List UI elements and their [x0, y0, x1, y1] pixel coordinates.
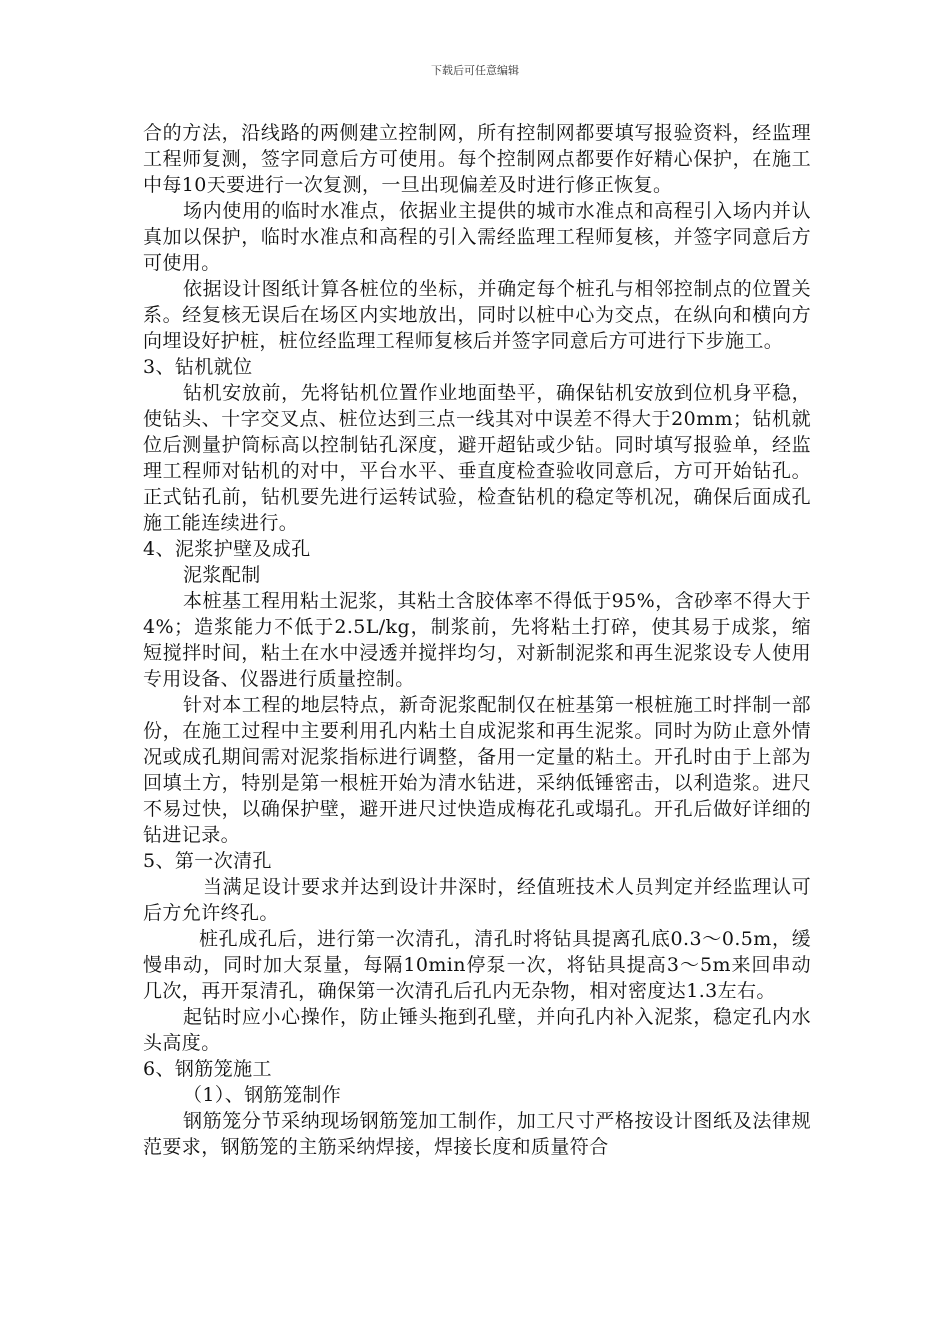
paragraph-hole-cleaning: 桩孔成孔后，进行第一次清孔，清孔时将钻具提离孔底0.3～0.5m，缓慢串动，同时加大泵量，每隔10min停泵一次，将钻具提高3～5m来回串动几次，再开泵清孔，确保第一次清孔后孔内无杂物，相对密度达1.3左右。 [143, 928, 811, 1002]
section-heading-mud-wall: 4、泥浆护壁及成孔 [143, 538, 311, 560]
document-body [143, 120, 811, 1160]
paragraph-strata-features: 针对本工程的地层特点，新奇泥浆配制仅在桩基第一根桩施工时拌制一部份，在施工过程中主要利用孔内粘土自成泥浆和再生泥浆。同时为防止意外情况或成孔期间需对泥浆指标进行调整，备用一定量的粘土。开孔时由于上部为回填土方，特别是第一根桩开始为清水钻进，采纳低锤密击，以利造浆。进尺不易过快，以确保护壁，避开进尺过快造成梅花孔或塌孔。开孔后做好详细的钻进记录。 [143, 694, 811, 846]
page-header: 下载后可任意编辑 [431, 64, 519, 77]
section-heading-first-cleaning: 5、第一次清孔 [143, 850, 272, 872]
subheading-mud-preparation: 泥浆配制 [183, 564, 261, 586]
paragraph-lifting-drill: 起钻时应小心操作，防止锤头拖到孔壁，并向孔内补入泥浆，稳定孔内水头高度。 [143, 1006, 811, 1054]
subheading-rebar-cage-fabrication: （1）、钢筋笼制作 [183, 1084, 342, 1106]
paragraph-rebar-cage: 钢筋笼分节采纳现场钢筋笼加工制作，加工尺寸严格按设计图纸及法律规范要求，钢筋笼的主筋采纳焊接，焊接长度和质量符合 [143, 1110, 811, 1158]
paragraph-control-network: 合的方法，沿线路的两侧建立控制网，所有控制网都要填写报验资料，经监理工程师复测，签字同意后方可使用。每个控制网点都要作好精心保护，在施工中每10天要进行一次复测，一旦出现偏差及时进行修正恢复。 [143, 122, 811, 196]
paragraph-benchmark: 场内使用的临时水准点，依据业主提供的城市水准点和高程引入场内并认真加以保护，临时水准点和高程的引入需经监理工程师复核，并签字同意后方可使用。 [143, 200, 811, 274]
paragraph-pile-coordinates: 依据设计图纸计算各桩位的坐标，并确定每个桩孔与相邻控制点的位置关系。经复核无误后在场区内实地放出，同时以桩中心为交点，在纵向和横向方向埋设好护桩，桩位经监理工程师复核后并签字同意后方可进行下步施工。 [143, 278, 811, 352]
paragraph-clay-mud: 本桩基工程用粘土泥浆，其粘土含胶体率不得低于95%，含砂率不得大于4%；造浆能力不低于2.5L/kg，制浆前，先将粘土打碎，使其易于成浆，缩短搅拌时间，粘土在水中浸透并搅拌均匀，对新制泥浆和再生泥浆设专人使用专用设备、仪器进行质量控制。 [143, 590, 811, 690]
paragraph-final-hole: 当满足设计要求并达到设计井深时，经值班技术人员判定并经监理认可后方允许终孔。 [143, 876, 811, 924]
section-heading-rebar-cage: 6、钢筋笼施工 [143, 1058, 272, 1080]
section-heading-drill-positioning: 3、钻机就位 [143, 356, 253, 378]
paragraph-drill-positioning: 钻机安放前，先将钻机位置作业地面垫平，确保钻机安放到位机身平稳，使钻头、十字交叉点、桩位达到三点一线其对中误差不得大于20mm；钻机就位后测量护筒标高以控制钻孔深度，避开超钻或少钻。同时填写报验单，经监理工程师对钻机的对中，平台水平、垂直度检查验收同意后，方可开始钻孔。正式钻孔前，钻机要先进行运转试验，检查钻机的稳定等机况，确保后面成孔施工能连续进行。 [143, 382, 811, 534]
